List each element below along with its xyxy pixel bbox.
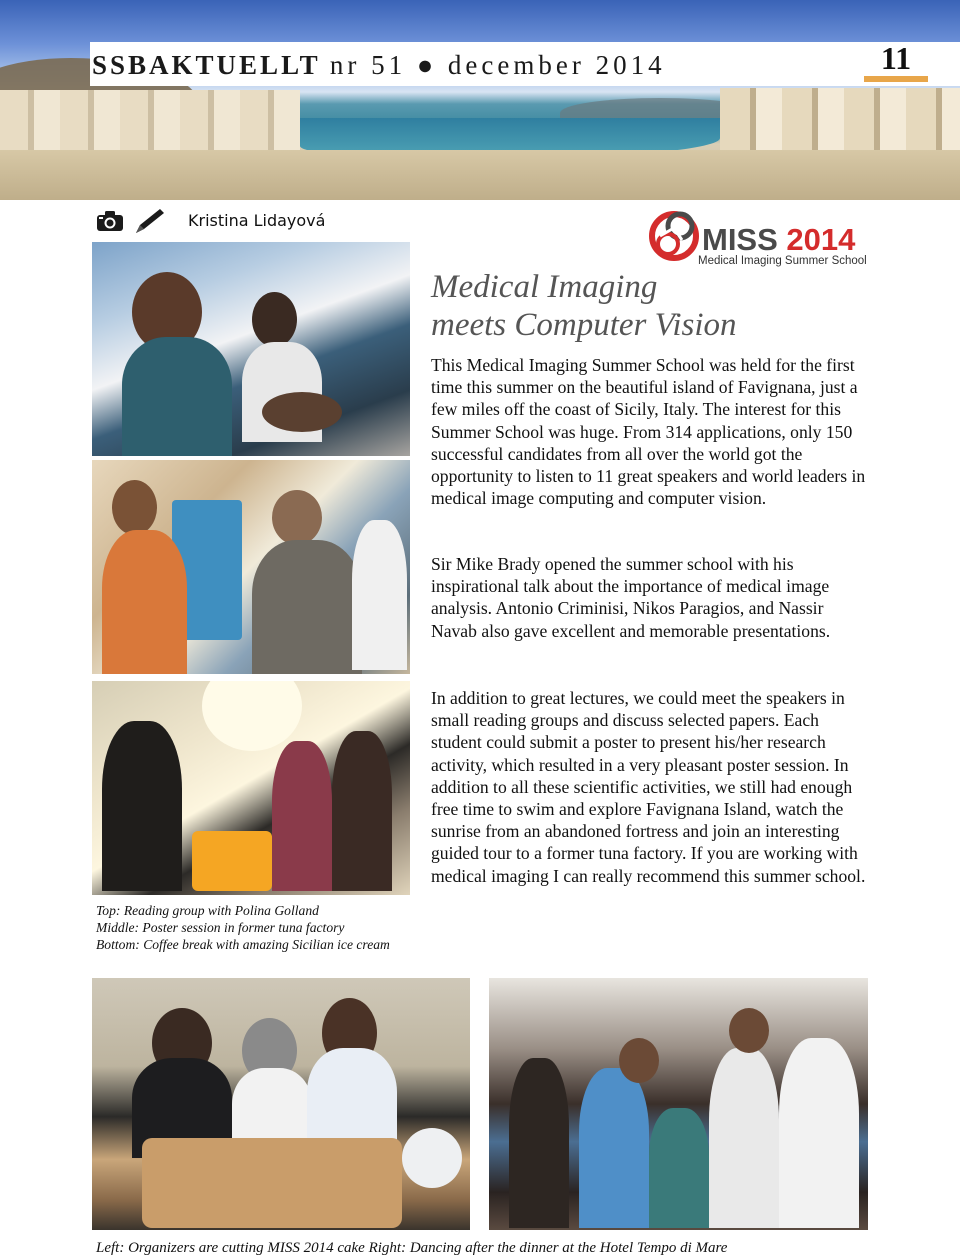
caption-line: Middle: Poster session in former tuna factory bbox=[96, 920, 345, 936]
miss-logo-icon bbox=[646, 208, 702, 266]
magazine-name: SSBAKTUELLT bbox=[92, 50, 321, 80]
page-number-accent bbox=[864, 76, 928, 82]
logo-title bbox=[702, 222, 855, 258]
logo-subtitle: Medical Imaging Summer School bbox=[698, 255, 867, 267]
photo-poster-session bbox=[92, 460, 410, 674]
photo-coffee-break bbox=[92, 681, 410, 895]
issue-info: nr 51 ● december 2014 bbox=[329, 50, 666, 80]
banner-photo bbox=[0, 0, 960, 200]
article-paragraph: This Medical Imaging Summer School was held for the first time this summer on the beautiful island of Favignana, just a few miles off the coast of Sicily, Italy. The interest for this Summer School was huge. From 314 applications, only 150 successful candidates from all over the world got the opportunity to listen to 11 great speakers and world leaders in medical image computing and computer vision. bbox=[431, 355, 866, 509]
article-paragraph: In addition to great lectures, we could meet the speakers in small reading groups and discuss selected papers. Each student could submit a poster to present his/her research activity, which resulted in a very pleasant poster session. In addition to all these scientific activities, we still had enough free time to swim and explore Favignana Island, watch the sunrise from an abandoned fortress and join an interesting guided tour to a former tuna factory. If you are working with medical imaging I can really recommend this summer school. bbox=[431, 688, 866, 886]
caption-line: Top: Reading group with Polina Golland bbox=[96, 903, 319, 918]
pen-icon bbox=[132, 206, 168, 236]
photo-cake-cutting bbox=[92, 978, 470, 1230]
logo-title-prefix: MISS bbox=[702, 222, 778, 257]
headline-line-1: Medical Imaging bbox=[431, 269, 658, 305]
author-name: Kristina Lidayová bbox=[188, 211, 326, 230]
magazine-title bbox=[92, 50, 666, 81]
headline-line-2: meets Computer Vision bbox=[431, 307, 737, 343]
photo-caption-bottom: Left: Organizers are cutting MISS 2014 cake Right: Dancing after the dinner at the Hotel Tempo di Mare bbox=[96, 1240, 728, 1256]
article-headline bbox=[431, 268, 737, 344]
photo-dancing bbox=[489, 978, 868, 1230]
photo-reading-group bbox=[92, 242, 410, 456]
article-paragraph: Sir Mike Brady opened the summer school with his inspirational talk about the importance of medical image analysis. Antonio Criminisi, Nikos Paragios, and Nassir Navab also gave excellent and memorable presentations. bbox=[431, 554, 831, 641]
page-number: 11 bbox=[880, 40, 912, 76]
caption-line: Bottom: Coffee break with amazing Sicilian ice cream bbox=[96, 937, 390, 953]
logo-title-year: 2014 bbox=[786, 222, 856, 257]
camera-icon bbox=[96, 210, 124, 232]
photo-caption-left bbox=[96, 902, 416, 954]
